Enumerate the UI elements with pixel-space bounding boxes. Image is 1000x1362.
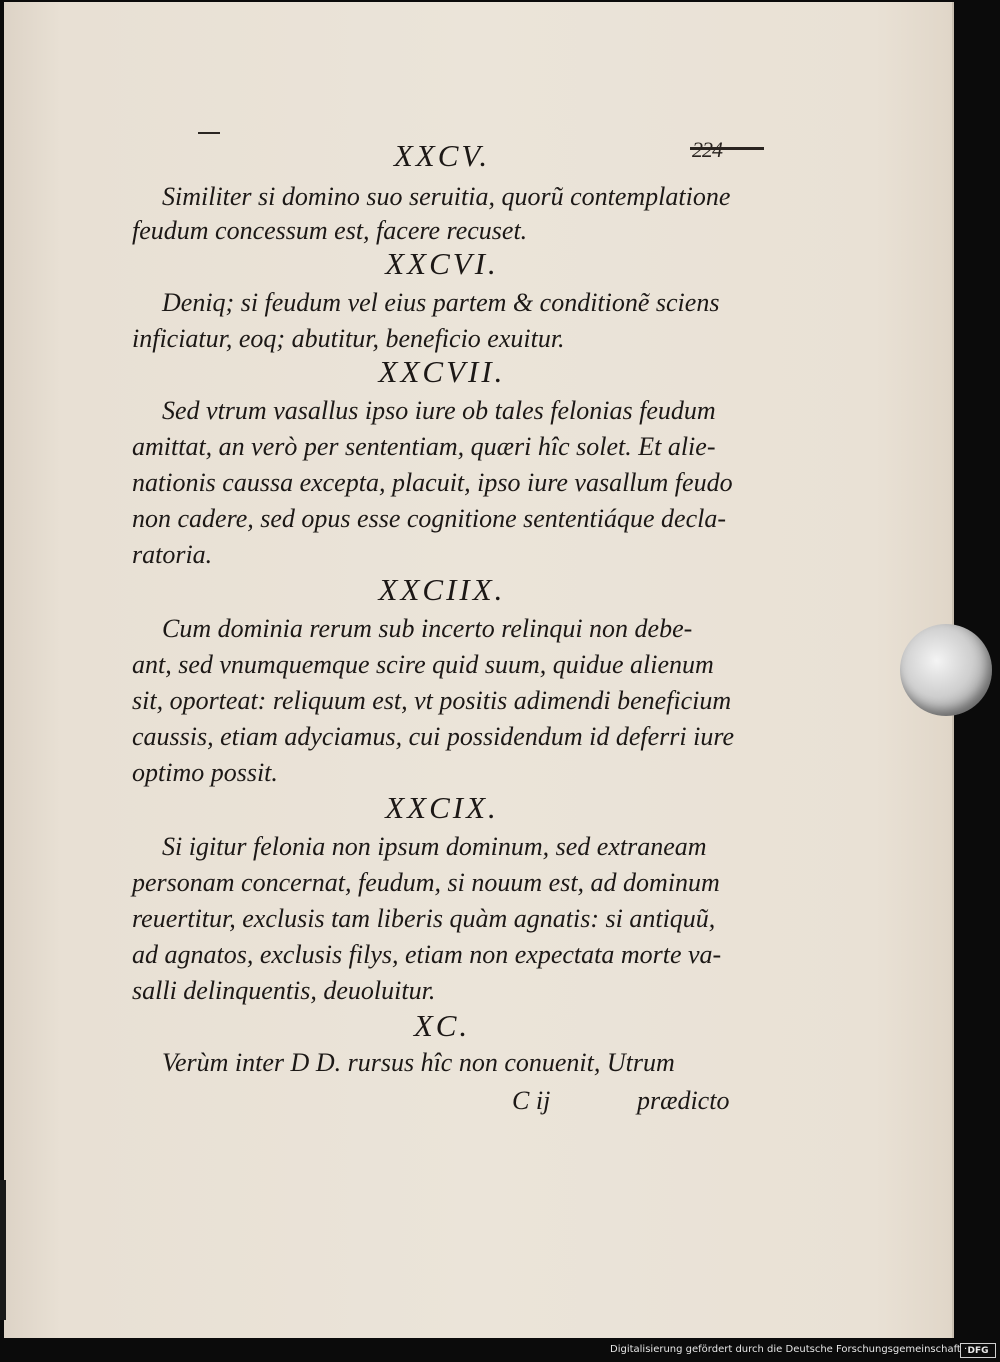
text-line: salli delinquentis, deuoluitur. — [132, 976, 436, 1005]
text-line: ad agnatos, exclusis filys, etiam non expectata morte va- — [132, 940, 722, 969]
text-line: reuertitur, exclusis tam liberis quàm agnatis: si antiquũ, — [132, 904, 716, 933]
text-line: Si igitur felonia non ipsum dominum, sed extraneam — [162, 832, 707, 861]
book-page — [4, 2, 954, 1338]
digitization-credit: Digitalisierung gefördert durch die Deutsche Forschungsgemeinschaft · — [610, 1344, 968, 1355]
section-heading: XXCVII. — [378, 354, 506, 389]
margin-mark — [198, 132, 220, 134]
section-heading: XXCIX. — [385, 790, 499, 825]
text-line: Cum dominia rerum sub incerto relinqui non debe- — [162, 614, 693, 643]
text-line: ant, sed vnumquemque scire quid suum, quidue alienum — [132, 650, 714, 679]
text-line: amittat, an verò per sententiam, quæri hîc solet. Et alie- — [132, 432, 716, 461]
text-line: Deniq; si feudum vel eius partem & conditionẽ sciens — [162, 288, 720, 317]
text-line: optimo possit. — [132, 758, 278, 787]
text-line: sit, oporteat: reliquum est, vt positis adimendi beneficium — [132, 686, 732, 715]
signature-mark: C ij — [512, 1086, 551, 1115]
text-line: inficiatur, eoq; abutitur, beneficio exuitur. — [132, 324, 565, 353]
section-heading: XC. — [413, 1008, 471, 1043]
text-line: ratoria. — [132, 540, 213, 569]
text-line: Similiter si domino suo seruitia, quorũ contemplatione — [162, 182, 731, 211]
text-line: feudum concessum est, facere recuset. — [132, 216, 528, 245]
page-clip — [900, 624, 992, 716]
catchword: prædicto — [637, 1086, 730, 1115]
text-line: personam concernat, feudum, si nouum est, ad dominum — [132, 868, 720, 897]
text-line: Sed vtrum vasallus ipso iure ob tales felonias feudum — [162, 396, 716, 425]
text-line: Verùm inter D D. rursus hîc non conuenit, Utrum — [162, 1048, 675, 1077]
text-line: nationis caussa excepta, placuit, ipso iure vasallum feudo — [132, 468, 733, 497]
text-line: non cadere, sed opus esse cognitione sententiáque decla- — [132, 504, 726, 533]
section-heading: XXCV. — [393, 138, 491, 173]
section-heading: XXCVI. — [385, 246, 499, 281]
section-heading: XXCIIX. — [378, 572, 506, 607]
text-line: caussis, etiam adyciamus, cui possidendum id deferri iure — [132, 722, 735, 751]
binding-edge — [0, 1180, 6, 1320]
dfg-logo: DFG — [960, 1343, 996, 1358]
